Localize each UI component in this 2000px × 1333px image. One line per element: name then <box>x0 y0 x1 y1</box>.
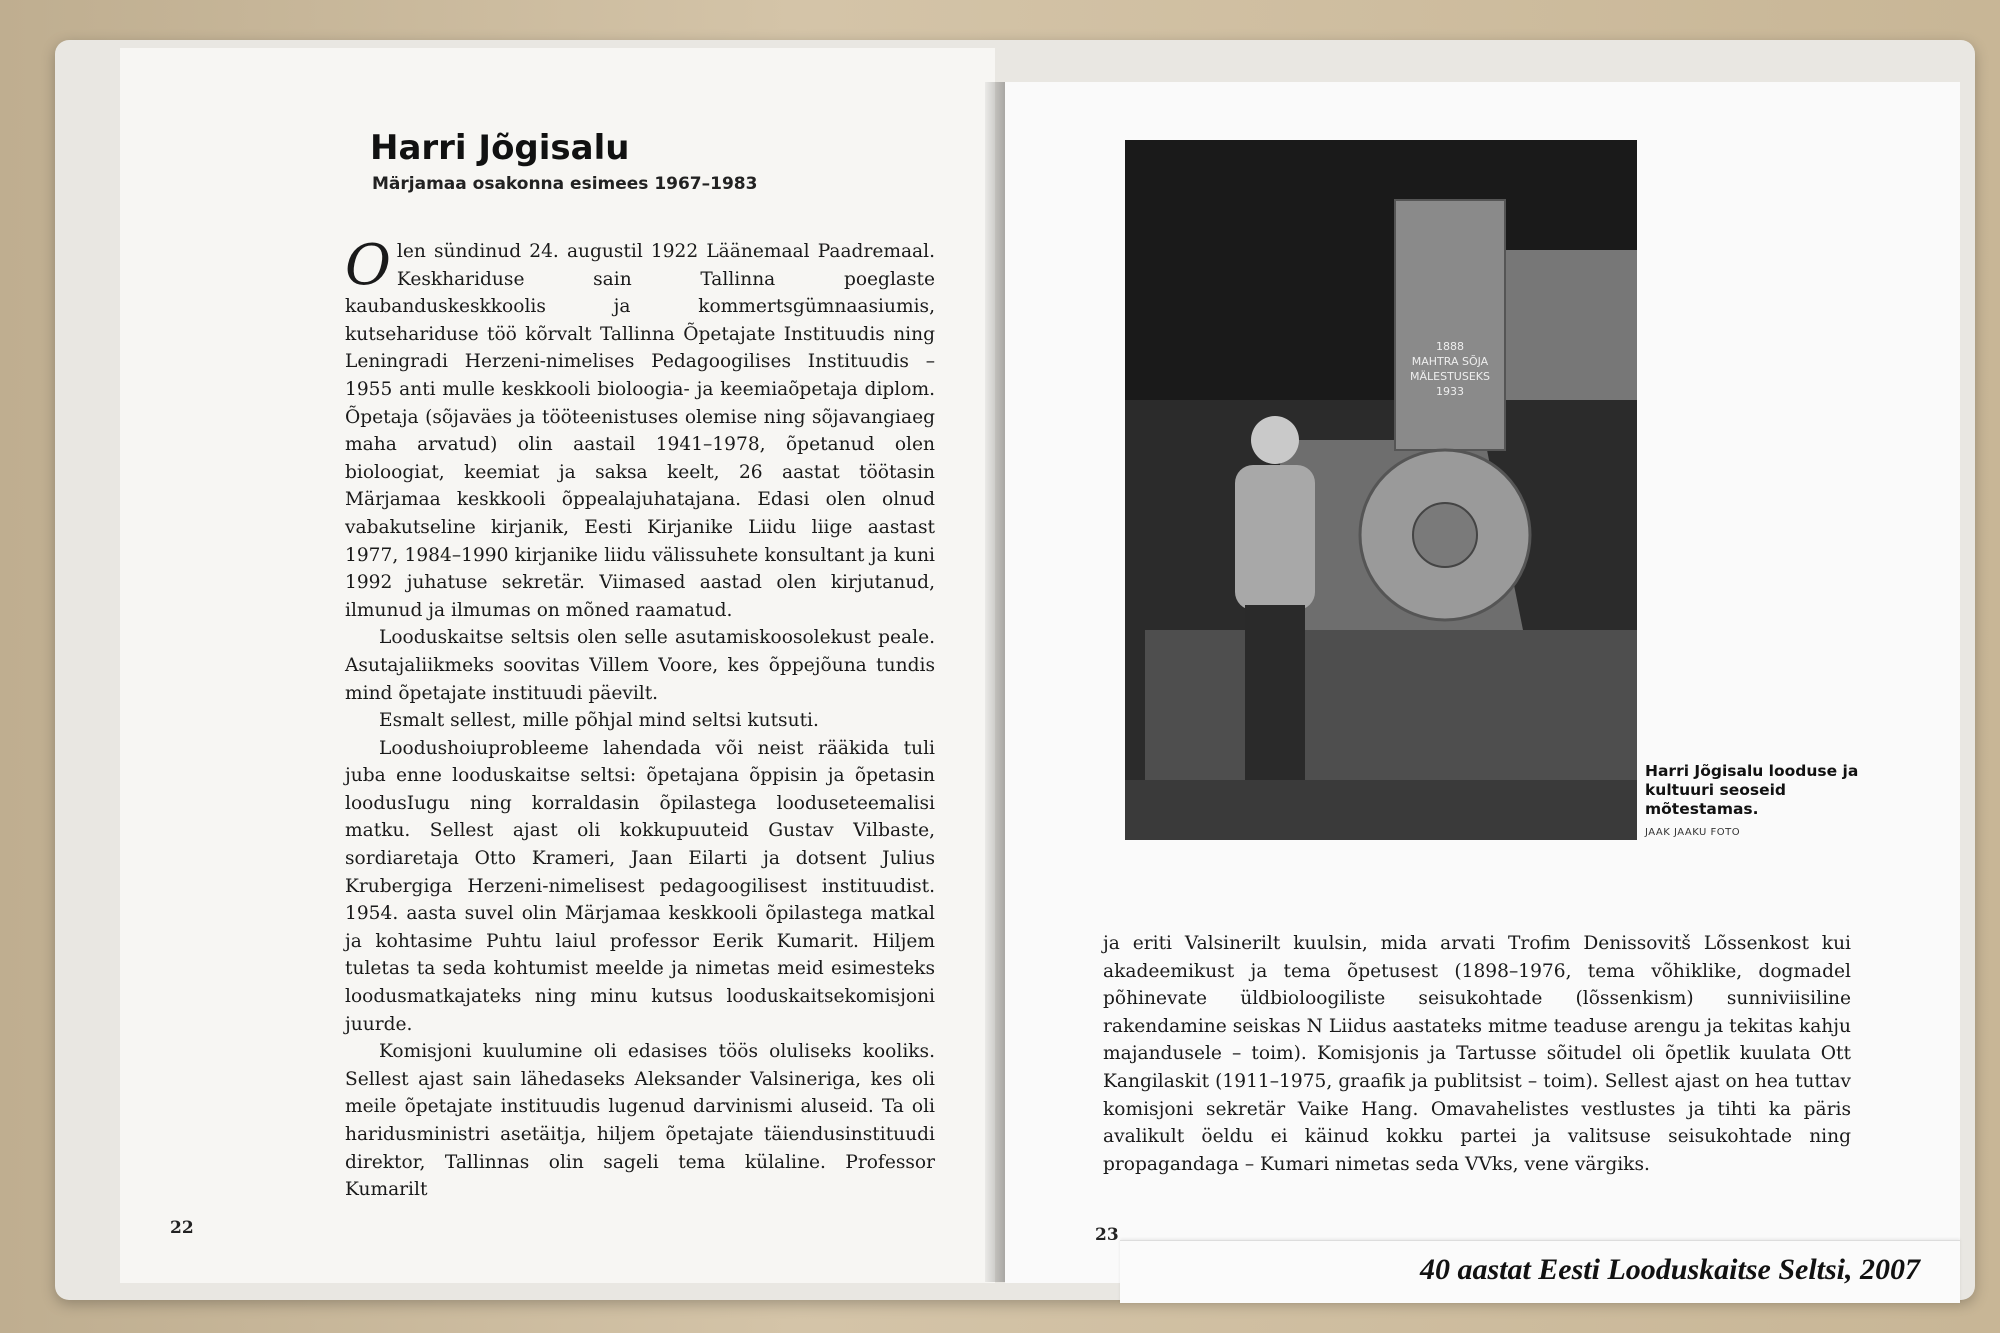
monument-line-2: MAHTRA SÕJA <box>1411 355 1489 368</box>
paragraph-5: Komisjoni kuulumine oli edasises töös oluliseks kooliks. Sellest ajast sain lähedaseks Aleksander Valsineriga, kes oli meile õpetajate instituudis lugenud darvinismi aluseid. Ta oli haridusministri asetäitja, hiljem õpetajate täiendusinstituudi direktor, Tallinnas olin sageli tema külaline. Professor Kumarilt <box>345 1041 935 1201</box>
paragraph-1-text: len sündinud 24. augustil 1922 Läänemaal Paadremaal. Keskhariduse sain Tallinna poeglaste kaubanduskeskkoolis ja kommertsgümnaasiumis, kutsehariduse töö kõrvalt Tallinna Õpetajate Instituudis ning Leningradi Herzeni-nimelises Pedagoogilises Instituudis – 1955 anti mulle keskkooli bioloogia- ja keemiaõpetaja diplom. Õpetaja (sõjaväes ja tööteenistuses olemise ning sõjavangiaeg maha arvatud) olin aastail 1941–1978, õpetanud olen bioloogiat, keemiat ja saksa keelt, 26 aastat töötasin Märjamaa keskkooli õppealajuhatajana. Edasi olen olnud vabakutseline kirjanik, Eesti Kirjanike Liidu liige aastast 1977, 1984–1990 kirjanike liidu välissuhete konsultant ja kuni 1992 juhatuse sekretär. Viimased aastad olen kirjutanud, ilmunud ja ilmumas on mõned raamatud. <box>345 241 935 621</box>
paragraph-2: Looduskaitse seltsis olen selle asutamiskoosolekust peale. Asutajaliikmeks soovitas Villem Voore, kes õppejõuna tundis mind õpetajate instituudi päevilt. <box>345 627 935 704</box>
paragraph-3: Esmalt sellest, mille põhjal mind seltsi kutsuti. <box>379 710 819 732</box>
monument-line-1: 1888 <box>1436 340 1464 353</box>
left-body-text <box>345 233 935 1204</box>
exhibit-label <box>1120 1240 1960 1303</box>
monument-line-4: 1933 <box>1436 385 1464 398</box>
page-title: Harri Jõgisalu <box>370 128 630 168</box>
monument-line-3: MÄLESTUSEKS <box>1410 370 1490 383</box>
dropcap: O <box>345 233 391 298</box>
photo-illustration <box>1125 140 1637 840</box>
portrait-photo <box>1125 140 1637 840</box>
left-page <box>120 48 995 1283</box>
exhibit-label-text: 40 aastat Eesti Looduskaitse Seltsi, 2007 <box>1419 1253 1920 1286</box>
caption-text: Harri Jõgisalu looduse ja kultuuri seoseid mõtestamas. <box>1645 762 1859 818</box>
page-subtitle: Märjamaa osakonna esimees 1967–1983 <box>372 174 758 194</box>
right-body-text: ja eriti Valsinerilt kuulsin, mida arvati Trofim Denissovitš Lõssenkost kui akadeemikust ja tema õpetusest (1898–1976, tema võhiklike, dogmadel põhinevate üldbioloogiliste seisukohtade (lõssenkism) sunniviisiline rakendamine seiskas N Liidus aastateks mitme teaduse arengu ja tekitas kahju majandusele – toim). Komisjonis ja Tartusse sõitudel oli õpetlik kuulata Ott Kangilaskit (1911–1975, graafik ja publitsist – toim). Sellest ajast on hea tuttav komisjoni sekretär Vaike Hang. Omavahelistes vestlustes ja tihti ka päris avalikult öeldu ei käinud kokku partei ja valitsuse seisukohtade ning propagandaga – Kumari nimetas seda VVks, vene värgiks. <box>1103 933 1851 1175</box>
paragraph-4: Loodushoiuprobleeme lahendada või neist rääkida tuli juba enne looduskaitse seltsi: õpetajana õppisin ja õpetasin loodusIugu ning korraldasin õpilastega looduseteemalisi matku. Sellest ajast oli kokkupuuteid Gustav Vilbaste, sordiaretaja Otto Krameri, Jaan Eilarti ja dotsent Julius Krubergiga Herzeni-nimelisest pedagoogilisest instituudist. 1954. aasta suvel olin Märjamaa keskkooli õpilastega matkal ja kohtasime Puhtu laiul professor Eerik Kumarit. Hiljem tuletas ta seda kohtumist meelde ja nimetas meid esimesteks loodusmatkajateks ning minu kutsus looduskaitsekomisjoni juurde. <box>345 737 935 1035</box>
left-page-number: 22 <box>170 1218 194 1238</box>
paragraph-1 <box>345 233 935 624</box>
right-page <box>1005 82 1960 1283</box>
right-page-number: 23 <box>1095 1225 1119 1245</box>
photo-credit: JAAK JAAKU FOTO <box>1645 827 1741 838</box>
photo-caption <box>1645 762 1865 842</box>
